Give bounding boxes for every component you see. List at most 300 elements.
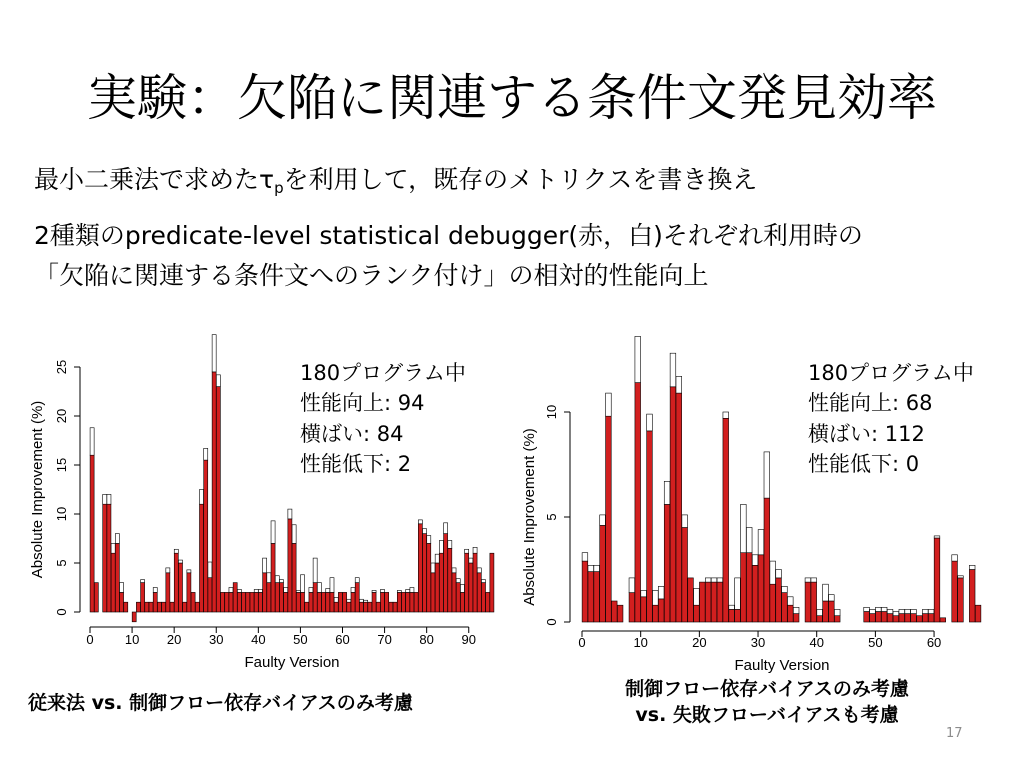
bar-red-right [787, 605, 793, 622]
bar-red-left [170, 602, 174, 612]
bar-red-left [258, 592, 262, 612]
bar-red-right [834, 616, 840, 622]
bar-red-right [752, 565, 758, 622]
bar-red-left [372, 592, 376, 612]
bar-red-right [817, 616, 823, 622]
bar-white-left [317, 583, 321, 593]
bar-red-left [448, 548, 452, 612]
bar-white-left [141, 580, 145, 583]
bar-red-right [688, 578, 694, 622]
bullet1-subscript: p [274, 179, 284, 197]
bar-white-right [729, 605, 735, 609]
bar-red-left [296, 592, 300, 612]
bar-white-left [406, 589, 410, 592]
bar-red-right [952, 561, 958, 622]
bar-white-right [764, 452, 770, 498]
bar-white-left [166, 568, 170, 573]
bar-white-right [594, 565, 600, 571]
x-tick-label-right: 0 [578, 635, 586, 650]
bar-red-left [393, 602, 397, 612]
bar-white-left [410, 588, 414, 593]
bar-red-left [183, 602, 187, 612]
bar-white-left [174, 549, 178, 553]
x-axis-title-left: Faulty Version [244, 654, 340, 671]
bar-red-right [864, 612, 870, 623]
bar-red-right [682, 528, 688, 623]
bar-red-left [389, 602, 393, 612]
bar-red-left [465, 553, 469, 612]
bar-red-right [711, 582, 717, 622]
bar-white-right [922, 609, 928, 613]
bar-red-right [664, 504, 670, 622]
bar-red-right [887, 614, 893, 622]
bar-white-right [864, 607, 870, 611]
bar-white-left [115, 534, 119, 544]
x-tick-label-left: 90 [461, 632, 476, 647]
y-axis-title-right: Absolute Improvement (%) [521, 428, 538, 606]
bar-white-left [435, 554, 439, 563]
bar-white-left [427, 536, 431, 544]
bar-white-left [334, 597, 338, 602]
bar-red-left [490, 553, 494, 612]
bar-red-right [735, 609, 741, 622]
bar-red-left [444, 534, 448, 612]
bar-red-left [107, 504, 111, 612]
bar-red-right [934, 538, 940, 622]
bar-white-left [347, 599, 351, 602]
bullet1-text-post: を利用して，既存のメトリクスを書き換え [283, 165, 758, 194]
bar-white-left [465, 549, 469, 553]
bar-red-left [94, 583, 98, 612]
bar-white-left [107, 494, 111, 504]
bar-red-left [149, 602, 153, 612]
bar-red-right [641, 597, 647, 622]
bar-red-left [414, 592, 418, 612]
bar-red-left [216, 387, 220, 612]
bar-white-left [364, 600, 368, 602]
bullet1-text-pre: 最小二乗法で求めたτ [34, 165, 275, 194]
bar-white-right [647, 414, 653, 431]
bar-white-left [267, 573, 271, 583]
caption-right-line2: vs. 失敗フローバイアスも考慮 [635, 704, 899, 727]
bar-red-right [723, 418, 729, 622]
bar-white-left [263, 558, 267, 573]
bar-white-left [477, 568, 481, 573]
bar-white-left [355, 578, 359, 583]
bar-red-right [928, 614, 934, 622]
bar-white-left [452, 568, 456, 573]
bar-red-left [178, 563, 182, 612]
bar-white-left [229, 588, 233, 593]
bar-red-left [309, 592, 313, 612]
bar-white-left [111, 543, 115, 553]
bar-red-left [301, 592, 305, 612]
bar-white-left [456, 579, 460, 583]
bar-red-left [460, 592, 464, 612]
bar-white-left [90, 428, 94, 455]
bar-white-right [629, 578, 635, 593]
bar-red-left [212, 372, 216, 612]
bar-red-left [330, 592, 334, 612]
x-tick-label-left: 30 [209, 632, 224, 647]
bar-red-left [313, 583, 317, 612]
x-tick-label-left: 0 [86, 632, 94, 647]
bar-white-right [723, 412, 729, 418]
bar-red-right [881, 612, 887, 623]
y-tick-label-left: 5 [54, 559, 69, 567]
bar-red-left [427, 543, 431, 612]
x-tick-label-left: 40 [251, 632, 266, 647]
bar-red-left [157, 602, 161, 612]
stats-right-unchanged: 横ばい: 112 [808, 421, 925, 446]
bar-white-right [911, 609, 917, 613]
bar-red-left [284, 592, 288, 612]
bar-white-left [204, 448, 208, 460]
bar-white-left [288, 509, 292, 519]
bar-red-left [292, 543, 296, 612]
bar-white-right [870, 609, 876, 613]
bar-red-right [635, 383, 641, 622]
y-tick-label-right: 5 [544, 513, 559, 521]
x-tick-label-right: 40 [809, 635, 824, 650]
bar-white-right [658, 586, 664, 599]
x-tick-label-right: 60 [926, 635, 942, 650]
bar-white-left [469, 558, 473, 563]
bar-red-left [141, 583, 145, 612]
bar-red-left [288, 519, 292, 612]
bar-red-right [922, 614, 928, 622]
bar-white-right [805, 578, 811, 582]
bar-white-right [664, 481, 670, 504]
caption-right-line1: 制御フロー依存バイアスのみ考慮 [625, 678, 909, 700]
bar-red-left [380, 592, 384, 612]
bar-white-left [212, 335, 216, 372]
stats-right-degraded: 性能低下: 0 [808, 452, 920, 477]
bar-white-right [811, 578, 817, 582]
bar-red-right [694, 605, 700, 622]
bar-white-left [448, 540, 452, 548]
bar-white-left [279, 580, 283, 583]
bar-white-left [313, 558, 317, 583]
bullet-debuggers-line1: 2種類のpredicate-level statistical debugger(赤，白)それぞれ利用時の [34, 221, 863, 250]
bar-red-right [875, 612, 881, 623]
bar-red-left [115, 543, 119, 612]
y-tick-label-left: 25 [54, 359, 69, 375]
bar-red-left [402, 592, 406, 612]
bar-red-right [611, 601, 617, 622]
bar-white-right [711, 578, 717, 582]
bar-white-right [817, 609, 823, 615]
bar-red-left [271, 543, 275, 612]
bar-red-left [237, 592, 241, 612]
bar-red-right [658, 599, 664, 622]
bar-white-left [296, 590, 300, 592]
bar-red-left [376, 602, 380, 612]
bar-red-left [246, 592, 250, 612]
bar-red-left [225, 592, 229, 612]
bar-red-left [473, 553, 477, 612]
bar-red-left [397, 592, 401, 612]
bar-white-right [899, 609, 905, 613]
bar-white-right [770, 561, 776, 584]
bar-red-right [899, 614, 905, 622]
bar-red-left [351, 592, 355, 612]
bar-red-right [805, 582, 811, 622]
bar-white-right [653, 591, 659, 606]
x-tick-label-left: 70 [377, 632, 392, 647]
bar-red-left [431, 573, 435, 612]
bar-white-left [444, 523, 448, 534]
bar-white-right [881, 607, 887, 611]
bar-red-right [870, 614, 876, 622]
bar-red-right [670, 387, 676, 622]
bar-red-left [322, 592, 326, 612]
x-tick-label-left: 20 [166, 632, 182, 647]
bar-white-left [284, 588, 288, 593]
bar-red-right [582, 561, 588, 622]
bar-white-left [271, 521, 275, 544]
y-tick-label-left: 20 [54, 408, 69, 424]
bar-red-left [355, 583, 359, 612]
bar-white-right [582, 553, 588, 561]
bar-red-left [145, 602, 149, 612]
bar-white-left [473, 547, 477, 553]
bar-white-left [237, 589, 241, 592]
bar-red-right [969, 570, 975, 623]
bar-red-right [588, 572, 594, 622]
bar-red-left [124, 602, 128, 612]
bar-red-right [776, 578, 782, 622]
bar-red-right [793, 614, 799, 622]
bullet-debuggers-line2: 「欠陥に関連する条件文へのランク付け」の相対的性能向上 [34, 261, 709, 290]
bar-red-left [267, 583, 271, 612]
x-tick-label-left: 60 [335, 632, 350, 647]
x-tick-label-right: 10 [633, 635, 648, 650]
bar-white-right [793, 607, 799, 613]
bar-red-right [940, 618, 946, 622]
bar-red-left [103, 504, 107, 612]
bar-red-left [111, 553, 115, 612]
bar-white-left [330, 578, 334, 593]
bar-white-left [200, 490, 204, 505]
bar-red-left [435, 563, 439, 612]
bar-red-right [770, 584, 776, 622]
bar-red-left [90, 455, 94, 612]
bar-red-right [811, 582, 817, 622]
bar-red-right [917, 616, 923, 622]
caption-left-chart: 従来法 vs. 制御フロー依存バイアスのみ考慮 [28, 692, 413, 714]
bar-red-left [136, 602, 140, 612]
y-axis-title-left: Absolute Improvement (%) [29, 400, 46, 579]
bar-red-right [617, 605, 623, 622]
bar-white-right [676, 376, 682, 393]
bar-red-left [279, 583, 283, 612]
bar-white-left [418, 520, 422, 524]
bar-white-left [481, 580, 485, 583]
stats-right-programs: 180プログラム中 [808, 361, 974, 385]
bar-white-right [776, 570, 782, 578]
stats-box-left [300, 358, 466, 480]
bar-red-left [263, 573, 267, 612]
bar-red-left [233, 583, 237, 612]
bar-red-left [452, 573, 456, 612]
slide-title: 実験：欠陥に関連する条件文発見効率 [87, 69, 937, 127]
bar-white-right [752, 555, 758, 566]
bar-red-right [823, 601, 829, 622]
bar-red-left [364, 602, 368, 612]
bar-white-right [746, 528, 752, 553]
bar-red-left [153, 592, 157, 612]
stats-left-degraded: 性能低下: 2 [300, 452, 412, 477]
bar-white-left [208, 562, 212, 578]
bar-white-left [216, 375, 220, 387]
y-tick-label-right: 10 [544, 404, 559, 420]
bar-red-left [162, 602, 166, 612]
bar-white-left [397, 590, 401, 592]
bar-white-left [301, 575, 305, 593]
bar-white-right [741, 504, 747, 552]
bar-white-right [588, 565, 594, 571]
bar-white-left [258, 589, 262, 592]
bar-red-left [418, 524, 422, 612]
stats-box-right [808, 358, 974, 480]
bar-white-right [682, 515, 688, 528]
bar-white-left [431, 563, 435, 573]
bar-red-left [423, 534, 427, 612]
bar-white-left [423, 529, 427, 534]
bar-red-right [629, 593, 635, 622]
bar-white-right [787, 597, 793, 605]
bar-white-left [153, 588, 157, 593]
bar-red-right [958, 578, 964, 622]
bar-red-right [764, 498, 770, 622]
bar-white-left [120, 583, 124, 593]
bar-white-left [359, 599, 363, 602]
x-tick-label-right: 30 [750, 635, 766, 650]
y-tick-label-left: 0 [54, 608, 69, 616]
bar-red-right [699, 582, 705, 622]
x-tick-label-right: 50 [868, 635, 883, 650]
bar-red-left [120, 592, 124, 612]
bar-white-right [694, 588, 700, 605]
bar-white-left [187, 570, 191, 573]
bar-red-left [481, 583, 485, 612]
bar-white-right [834, 609, 840, 615]
bar-red-left [200, 504, 204, 612]
bar-red-left [191, 592, 195, 612]
bar-red-left [208, 578, 212, 612]
bar-white-right [952, 555, 958, 561]
bar-red-left [456, 583, 460, 612]
bar-red-right [782, 593, 788, 622]
caption-right-chart [570, 676, 964, 728]
bar-white-right [928, 609, 934, 613]
bar-white-right [705, 578, 711, 582]
bar-white-right [934, 536, 940, 538]
x-tick-label-left: 10 [124, 632, 140, 647]
bar-white-right [958, 576, 964, 578]
bar-red-left [275, 583, 279, 612]
bar-red-left [229, 592, 233, 612]
bar-white-right [641, 591, 647, 597]
bar-white-right [829, 595, 835, 601]
bar-red-right [606, 416, 612, 622]
bar-white-left [372, 590, 376, 592]
bar-white-right [735, 578, 741, 610]
bar-red-left [174, 553, 178, 612]
bar-red-right [741, 553, 747, 622]
bar-white-right [635, 336, 641, 382]
x-tick-label-right: 20 [692, 635, 707, 650]
bar-white-right [875, 607, 881, 611]
bar-red-left [187, 573, 191, 612]
stats-left-unchanged: 横ばい: 84 [300, 421, 404, 446]
bar-red-left [477, 573, 481, 612]
bar-red-left [410, 592, 414, 612]
page-number: 17 [946, 726, 963, 741]
bar-white-left [309, 588, 313, 593]
bar-red-right [594, 572, 600, 622]
bar-white-right [600, 515, 606, 526]
bar-red-right [647, 431, 653, 622]
bar-white-left [254, 589, 258, 592]
bar-red-left [221, 592, 225, 612]
bar-white-left [103, 494, 107, 504]
bar-red-left [439, 553, 443, 612]
bar-white-left [439, 540, 443, 553]
bar-white-right [782, 586, 788, 592]
x-tick-label-left: 80 [419, 632, 434, 647]
bar-white-right [670, 353, 676, 387]
bar-red-left [132, 612, 136, 622]
bar-white-right [887, 609, 893, 613]
bar-red-right [905, 614, 911, 622]
bar-red-right [746, 553, 752, 622]
bar-red-left [347, 602, 351, 612]
bar-red-left [204, 460, 208, 612]
y-tick-label-left: 15 [54, 457, 69, 473]
stats-left-improved: 性能向上: 94 [300, 391, 425, 416]
bar-white-left [326, 588, 330, 592]
bar-red-right [676, 393, 682, 622]
bar-red-right [717, 582, 723, 622]
bar-red-right [653, 605, 659, 622]
bar-white-right [969, 565, 975, 569]
bar-red-left [406, 592, 410, 612]
bar-red-left [343, 592, 347, 612]
x-tick-label-left: 50 [293, 632, 308, 647]
bar-red-left [385, 592, 389, 612]
bar-white-left [275, 576, 279, 583]
bar-red-right [829, 601, 835, 622]
bar-red-left [368, 602, 372, 612]
bar-red-right [758, 555, 764, 622]
y-tick-label-left: 10 [54, 506, 69, 522]
bar-white-left [292, 525, 296, 544]
bar-white-left [178, 560, 182, 563]
bar-white-right [823, 584, 829, 601]
bar-red-left [334, 602, 338, 612]
bar-red-left [317, 592, 321, 612]
bar-white-right [905, 609, 911, 613]
bar-red-left [250, 592, 254, 612]
bar-red-left [469, 563, 473, 612]
bar-red-left [166, 573, 170, 612]
bar-red-left [254, 592, 258, 612]
bar-white-left [351, 588, 355, 593]
stats-right-improved: 性能向上: 68 [808, 391, 933, 416]
x-axis-title-right: Faulty Version [734, 657, 830, 674]
